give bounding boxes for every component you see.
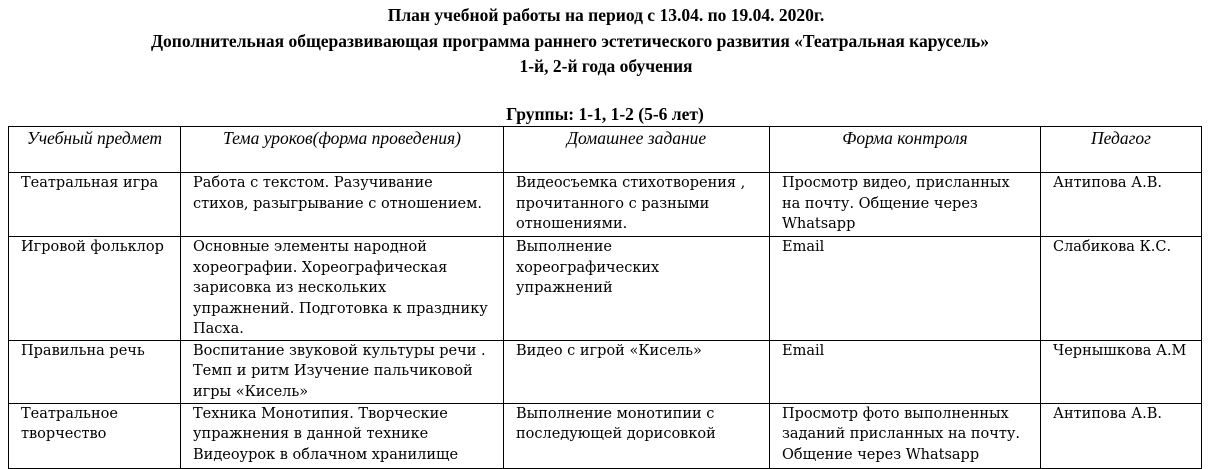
table-row (9, 340, 1202, 403)
column-header-control: Форма контроля (770, 127, 1041, 173)
cell-homework: Выполнение хореографических упражнений (504, 237, 770, 341)
cell-teacher: Антипова А.В. (1041, 173, 1202, 237)
groups-label: Группы: 1-1, 1-2 (5-6 лет) (506, 104, 704, 124)
cell-control: Просмотр фото выполненных заданий присланных на почту. Общение через Whatsapp (770, 403, 1041, 468)
cell-topic: Техника Монотипия. Творческие упражнения в данной технике Видеоурок в облачном хранилище (181, 403, 504, 468)
study-years: 1-й, 2-й года обучения (519, 56, 693, 76)
cell-homework: Выполнение монотипии с последующей дорисовкой (504, 403, 770, 468)
cell-teacher: Чернышкова А.М (1041, 340, 1202, 403)
table-row (9, 403, 1202, 468)
column-header-teacher: Педагог (1041, 127, 1202, 173)
cell-teacher: Антипова А.В. (1041, 403, 1202, 468)
program-title: Дополнительная общеразвивающая программа раннего эстетического развития «Театральная карусель» (150, 31, 990, 51)
cell-topic: Основные элементы народной хореографии. Хореографическая зарисовка из нескольких упражнений. Подготовка к празднику Пасха. (181, 237, 504, 341)
table-row (9, 173, 1202, 237)
cell-topic: Работа с текстом. Разучивание стихов, разыгрывание с отношением. (181, 173, 504, 237)
cell-control: Email (770, 237, 1041, 341)
column-header-topic: Тема уроков(форма проведения) (181, 127, 504, 173)
cell-teacher: Слабикова К.С. (1041, 237, 1202, 341)
cell-control: Просмотр видео, присланных на почту. Общение через Whatsapp (770, 173, 1041, 237)
cell-subject: Театральная игра (9, 173, 181, 237)
schedule-table (8, 126, 1202, 469)
column-header-homework: Домашнее задание (504, 127, 770, 173)
cell-control: Email (770, 340, 1041, 403)
plan-title: План учебной работы на период с 13.04. по 19.04. 2020г. (387, 5, 825, 25)
cell-subject: Игровой фольклор (9, 237, 181, 341)
cell-subject: Правильна речь (9, 340, 181, 403)
column-header-subject: Учебный предмет (9, 127, 181, 173)
cell-topic: Воспитание звуковой культуры речи . Темп и ритм Изучение пальчиковой игры «Кисель» (181, 340, 504, 403)
cell-subject: Театральное творчество (9, 403, 181, 468)
cell-homework: Видеосъемка стихотворения , прочитанного с разными отношениями. (504, 173, 770, 237)
table-header-row (9, 127, 1202, 173)
table-row (9, 237, 1202, 341)
cell-homework: Видео с игрой «Кисель» (504, 340, 770, 403)
